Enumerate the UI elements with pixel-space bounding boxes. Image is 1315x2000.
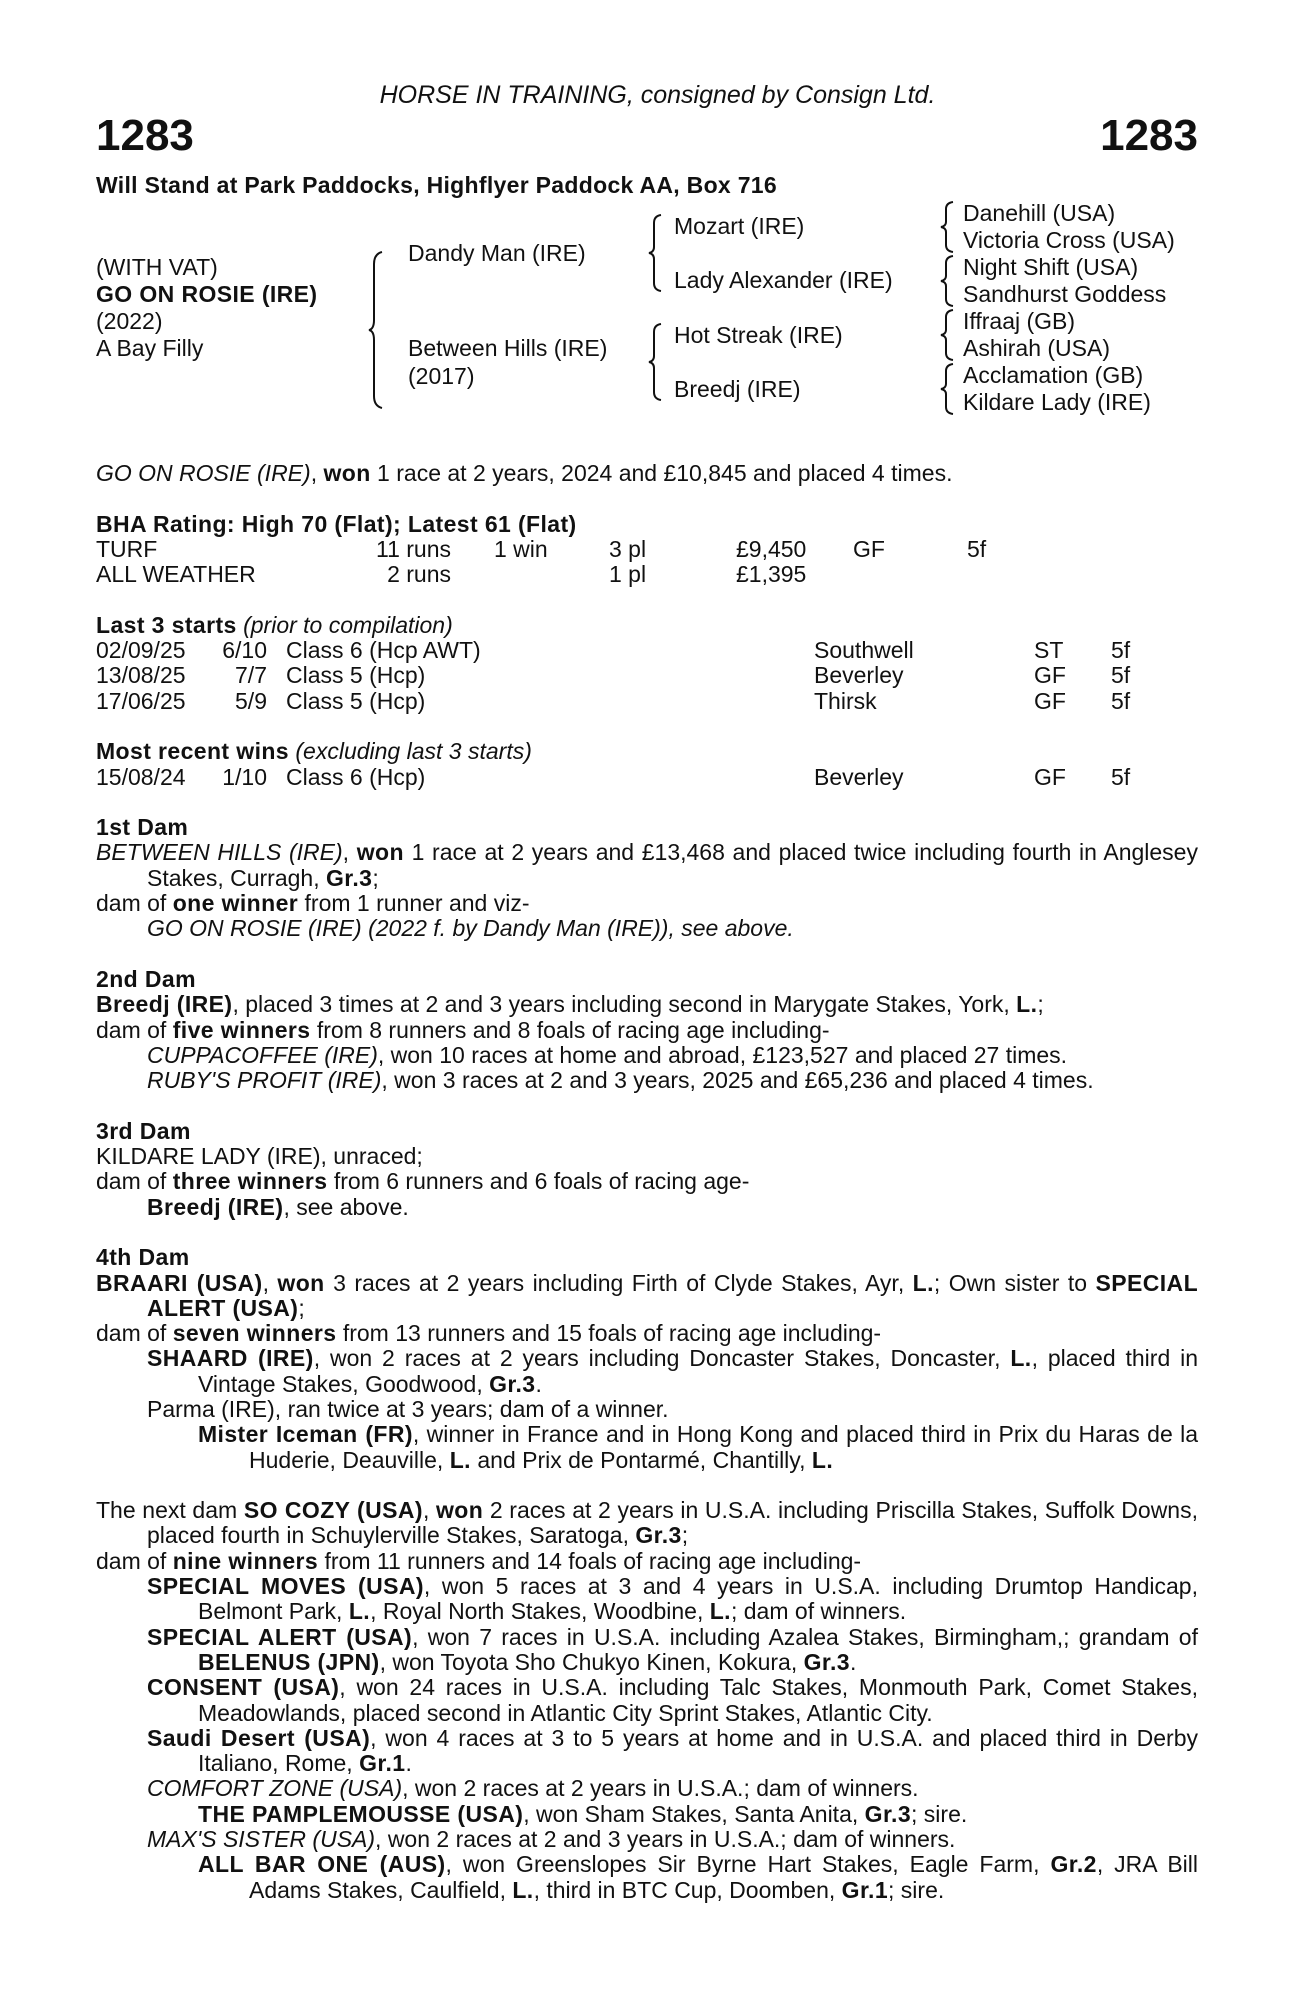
text: . (849, 1648, 857, 1675)
rating-row (96, 537, 1198, 562)
stabling-location: Will Stand at Park Paddocks, Highflyer Paddock AA, Box 716 (96, 172, 777, 198)
bold-text: won (323, 460, 371, 486)
rating-distance: 5f (967, 535, 987, 562)
text: , won 2 races at 2 years in U.S.A.; dam of winners. (402, 1775, 919, 1802)
start-course: Beverley (814, 662, 904, 689)
start-race: Class 6 (Hcp) (286, 763, 426, 790)
pedigree-brace (648, 322, 664, 402)
start-course: Southwell (814, 637, 914, 664)
text: , JRA Bill Adams Stakes, Caulfield, (249, 1851, 1198, 1903)
rating-going: GF (853, 535, 885, 562)
bold-text: Gr.2 (1050, 1851, 1097, 1878)
bold-text: won (435, 1497, 484, 1524)
text: , see above. (283, 1193, 409, 1220)
bold-text: three winners (172, 1168, 328, 1195)
text: , (262, 1269, 278, 1296)
text: , won 7 races in U.S.A. including Azalea Stakes, Birmingham,; grandam of (412, 1623, 1198, 1650)
start-race: Class 6 (Hcp AWT) (286, 637, 481, 664)
spacer (96, 486, 1198, 511)
bold-text: SPECIAL ALERT (USA) (147, 1269, 1199, 1321)
bold-text: CONSENT (USA) (147, 1674, 340, 1701)
bold-text: Gr.3 (325, 864, 373, 891)
text: dam of (96, 1016, 173, 1043)
pedigree-brace (940, 200, 956, 254)
produce-record (96, 916, 1198, 941)
text: , won Toyota Sho Chukyo Kinen, Kokura, (379, 1648, 804, 1675)
produce-record (96, 1271, 1198, 1322)
spacer (96, 1220, 1198, 1245)
start-going: ST (1034, 637, 1064, 664)
bold-text: SPECIAL MOVES (USA) (147, 1573, 424, 1600)
pedigree-brace (368, 250, 386, 410)
start-pos: 7/7 (235, 662, 267, 689)
pedigree-brace (940, 362, 956, 416)
start-date: 17/06/25 (96, 687, 186, 714)
text: ; dam of winners. (730, 1598, 907, 1625)
produce-record (96, 1195, 1198, 1220)
text: , won 10 races at home and abroad, £123,527 and placed 27 times. (377, 1041, 1068, 1068)
catalogue-header: HORSE IN TRAINING, consigned by Consign Ltd. (379, 81, 936, 109)
text: ; (372, 864, 379, 891)
bold-text: seven winners (172, 1320, 337, 1347)
bold-text: L. (1016, 991, 1038, 1018)
start-date: 02/09/25 (96, 637, 186, 664)
start-course: Beverley (814, 763, 904, 790)
horse-year: (2022) (96, 308, 163, 334)
text: , won 2 races at 2 years including Doncaster Stakes, Doncaster, (313, 1345, 1011, 1372)
text: from 11 runners and 14 foals of racing age including- (318, 1547, 862, 1574)
text: and Prix de Pontarmé, Chantilly, (470, 1446, 812, 1473)
text: 1 race at 2 years and £13,468 and placed twice including fourth in Anglesey Stakes, Curragh, (147, 839, 1198, 891)
bold-text: Gr.1 (841, 1876, 889, 1903)
text: ; sire. (911, 1800, 968, 1827)
bold-text: SO COZY (USA) (243, 1497, 423, 1524)
bold-text: one winner (172, 890, 299, 917)
text: , won 3 races at 2 and 3 years, 2025 and £65,236 and placed 4 times. (381, 1067, 1094, 1094)
start-distance: 5f (1111, 662, 1131, 689)
produce-record (96, 1675, 1198, 1726)
produce-record (96, 1422, 1198, 1473)
rating-heading: BHA Rating: High 70 (Flat); Latest 61 (Flat) (96, 510, 577, 537)
horse-name: GO ON ROSIE (IRE) (96, 281, 318, 307)
spacer (96, 714, 1198, 739)
dam: Between Hills (IRE) (408, 335, 608, 361)
text: ; sire. (888, 1876, 945, 1903)
bold-text: SHAARD (IRE) (147, 1345, 314, 1372)
spacer (96, 587, 1198, 612)
start-pos: 1/10 (222, 763, 267, 790)
last_starts-heading (96, 613, 1198, 638)
text: , won 24 races in U.S.A. including Talc Stakes, Monmouth Park, Comet Stakes, Meadowlands, placed second in Atlantic City Sprint Stakes, Atlantic City. (198, 1674, 1198, 1726)
text: dam of (96, 890, 173, 917)
start-race: Class 5 (Hcp) (286, 687, 426, 714)
italic-text: CUPPACOFFEE (IRE) (147, 1041, 378, 1068)
sire-sire: Mozart (IRE) (674, 213, 805, 239)
produce-record (96, 1827, 1198, 1852)
start-distance: 5f (1111, 637, 1131, 664)
rating-surface: TURF (96, 535, 158, 562)
produce-record (96, 1043, 1198, 1068)
bold-text: THE PAMPLEMOUSSE (USA) (198, 1800, 524, 1827)
text: from 8 runners and 8 foals of racing age including- (310, 1016, 830, 1043)
bold-text: five winners (172, 1016, 311, 1043)
horse-description: A Bay Filly (96, 335, 204, 361)
text: KILDARE LADY (IRE), unraced; (96, 1143, 423, 1170)
spacer (96, 1473, 1198, 1498)
bold-text: Breedj (IRE) (147, 1193, 284, 1220)
text: ; (298, 1294, 305, 1321)
text: dam of (96, 1168, 173, 1195)
text: , won Greenslopes Sir Byrne Hart Stakes, Eagle Farm, (445, 1851, 1051, 1878)
produce-record (96, 1776, 1198, 1801)
start-date: 15/08/24 (96, 763, 186, 790)
great-grandparent: Danehill (USA) (963, 200, 1116, 226)
produce-record (96, 1397, 1198, 1422)
produce-record (96, 840, 1198, 891)
start-course: Thirsk (814, 687, 877, 714)
pedigree-brace (940, 254, 956, 308)
produce-record (96, 992, 1198, 1017)
text: from 1 runner and viz- (298, 890, 530, 917)
bold-text: L. (912, 1269, 934, 1296)
bold-text: Gr.3 (803, 1648, 850, 1675)
bold-text: L. (1010, 1345, 1032, 1372)
bold-text: L. (709, 1598, 731, 1625)
rating-runs: 2 runs (387, 561, 451, 588)
last_starts-row (96, 689, 1198, 714)
text: . (535, 1370, 542, 1397)
lot-number-right: 1283 (1100, 111, 1198, 160)
bold-text: L. (348, 1598, 371, 1625)
recent_wins-heading (96, 739, 1198, 764)
bold-text: SPECIAL ALERT (USA) (147, 1623, 413, 1650)
text: The next dam (96, 1497, 244, 1524)
italic-text: MAX'S SISTER (USA) (147, 1826, 376, 1853)
text: , won 2 races at 2 and 3 years in U.S.A.; dam of winners. (375, 1826, 956, 1853)
spacer (96, 790, 1198, 815)
vat-note: (WITH VAT) (96, 254, 218, 280)
rating-prize: £9,450 (736, 535, 807, 562)
produce-record (96, 1625, 1198, 1676)
performance-summary (96, 461, 1198, 486)
text: , won 4 races at 3 to 5 years at home and in U.S.A. and placed third in Derby Italiano, Rome, (198, 1724, 1198, 1777)
italic-text: COMFORT ZONE (USA) (147, 1775, 403, 1802)
lot-number-left: 1283 (96, 111, 194, 160)
great-grandparent: Kildare Lady (IRE) (963, 389, 1151, 415)
dam-sire: Hot Streak (IRE) (674, 322, 843, 348)
produce-record (96, 1346, 1198, 1397)
produce-record (96, 1018, 1198, 1043)
rating-surface: ALL WEATHER (96, 561, 256, 588)
produce-record (96, 1068, 1198, 1093)
produce-record (96, 1802, 1198, 1827)
text: 2 races at 2 years in U.S.A. including Priscilla Stakes, Suffolk Downs, placed fourth in Schuylerville Stakes, Saratoga, (147, 1497, 1198, 1549)
great-grandparent: Victoria Cross (USA) (963, 227, 1175, 253)
text: dam of (96, 1547, 173, 1574)
sire: Dandy Man (IRE) (408, 240, 586, 266)
text: from 13 runners and 15 foals of racing age including- (336, 1320, 882, 1347)
dam-section-heading: 4th Dam (96, 1244, 190, 1271)
bold-text: Gr.3 (489, 1370, 536, 1397)
italic-text: BETWEEN HILLS (IRE) (96, 839, 343, 866)
rating-placed: 1 pl (609, 561, 647, 588)
start-going: GF (1034, 763, 1066, 790)
text: ; (1037, 991, 1044, 1018)
pedigree-brace (648, 213, 664, 293)
text: 1 race at 2 years, 2024 and £10,845 and placed 4 times. (370, 460, 953, 486)
bold-text: Breedj (IRE) (96, 991, 233, 1018)
text: 3 races at 2 years including Firth of Clyde Stakes, Ayr, (324, 1269, 913, 1296)
text: , won 5 races at 3 and 4 years in U.S.A. including Drumtop Handicap, Belmont Park, (198, 1573, 1198, 1625)
text: from 6 runners and 6 foals of racing age- (327, 1168, 750, 1195)
text: , placed 3 times at 2 and 3 years including second in Marygate Stakes, York, (232, 991, 1017, 1018)
great-grandparent: Iffraaj (GB) (963, 308, 1076, 334)
great-grandparent: Night Shift (USA) (963, 254, 1139, 280)
produce-record (96, 1726, 1198, 1777)
last_starts-title: Last 3 starts (96, 611, 237, 638)
produce-record (96, 1144, 1198, 1169)
pedigree-brace (940, 308, 956, 362)
start-date: 13/08/25 (96, 662, 186, 689)
text: dam of (96, 1320, 173, 1347)
last_starts-row (96, 638, 1198, 663)
rating-row (96, 562, 1198, 587)
dam-section-heading: 2nd Dam (96, 965, 196, 992)
start-going: GF (1034, 687, 1066, 714)
text: ; (681, 1522, 689, 1549)
text: , (422, 1497, 436, 1524)
produce-record (96, 1549, 1198, 1574)
bold-text: won (356, 839, 404, 866)
bold-text: L. (811, 1446, 834, 1473)
great-grandparent: Ashirah (USA) (963, 335, 1110, 361)
produce-record (96, 1852, 1198, 1903)
start-distance: 5f (1111, 687, 1131, 714)
dam-dam: Breedj (IRE) (674, 376, 801, 402)
start-going: GF (1034, 662, 1066, 689)
bold-text: Mister Iceman (FR) (198, 1421, 413, 1448)
produce-record (96, 1321, 1198, 1346)
last_starts-row (96, 663, 1198, 688)
start-pos: 5/9 (235, 687, 267, 714)
text: , won Sham Stakes, Santa Anita, (523, 1800, 865, 1827)
italic-text: GO ON ROSIE (IRE) (96, 460, 311, 486)
bold-text: Gr.1 (359, 1750, 406, 1777)
great-grandparent: Sandhurst Goddess (963, 281, 1167, 307)
dam-year: (2017) (408, 363, 475, 389)
last_starts-note: (prior to compilation) (243, 611, 453, 638)
text: , (310, 460, 324, 486)
bold-text: Gr.3 (635, 1522, 682, 1549)
rating-runs: 11 runs (375, 535, 451, 562)
start-race: Class 5 (Hcp) (286, 662, 426, 689)
spacer (96, 1093, 1198, 1118)
text: , winner in France and in Hong Kong and placed third in Prix du Haras de la Huderie, Deauville, (249, 1421, 1199, 1473)
text: Parma (IRE), ran twice at 3 years; dam of a winner. (147, 1395, 669, 1422)
text: , Royal North Stakes, Woodbine, (370, 1598, 710, 1625)
bold-text: BELENUS (JPN) (198, 1648, 380, 1675)
rating-wins: 1 win (494, 535, 548, 562)
start-distance: 5f (1111, 763, 1131, 790)
race-record-body (96, 461, 1198, 1903)
bold-text: ALL BAR ONE (AUS) (198, 1851, 446, 1878)
produce-record (96, 891, 1198, 916)
bold-text: L. (512, 1876, 534, 1903)
text: ; Own sister to (933, 1269, 1096, 1296)
sire-dam: Lady Alexander (IRE) (674, 267, 893, 293)
dam-section-heading: 3rd Dam (96, 1117, 191, 1144)
bold-text: BRAARI (USA) (96, 1269, 263, 1296)
recent_wins-title: Most recent wins (96, 738, 289, 765)
produce-record (96, 1574, 1198, 1625)
produce-record (96, 1498, 1198, 1549)
bold-text: won (277, 1269, 325, 1296)
bold-text: nine winners (172, 1547, 319, 1574)
italic-text: RUBY'S PROFIT (IRE) (147, 1067, 382, 1094)
bold-text: Gr.3 (864, 1800, 912, 1827)
rating-placed: 3 pl (609, 535, 647, 562)
bold-text: L. (449, 1446, 471, 1473)
text: . (405, 1750, 412, 1777)
italic-text: GO ON ROSIE (IRE) (2022 f. by Dandy Man (IRE)), see above. (147, 915, 794, 942)
start-pos: 6/10 (222, 637, 267, 664)
dam-section-heading: 1st Dam (96, 814, 189, 841)
recent_wins-row (96, 765, 1198, 790)
rating-prize: £1,395 (736, 561, 807, 588)
great-grandparent: Acclamation (GB) (963, 362, 1144, 388)
text: , third in BTC Cup, Doomben, (533, 1876, 842, 1903)
spacer (96, 942, 1198, 967)
recent_wins-note: (excluding last 3 starts) (295, 738, 532, 765)
bold-text: Saudi Desert (USA) (147, 1724, 371, 1751)
text: , (342, 839, 357, 866)
text: , placed third in Vintage Stakes, Goodwood, (198, 1345, 1198, 1397)
produce-record (96, 1169, 1198, 1194)
